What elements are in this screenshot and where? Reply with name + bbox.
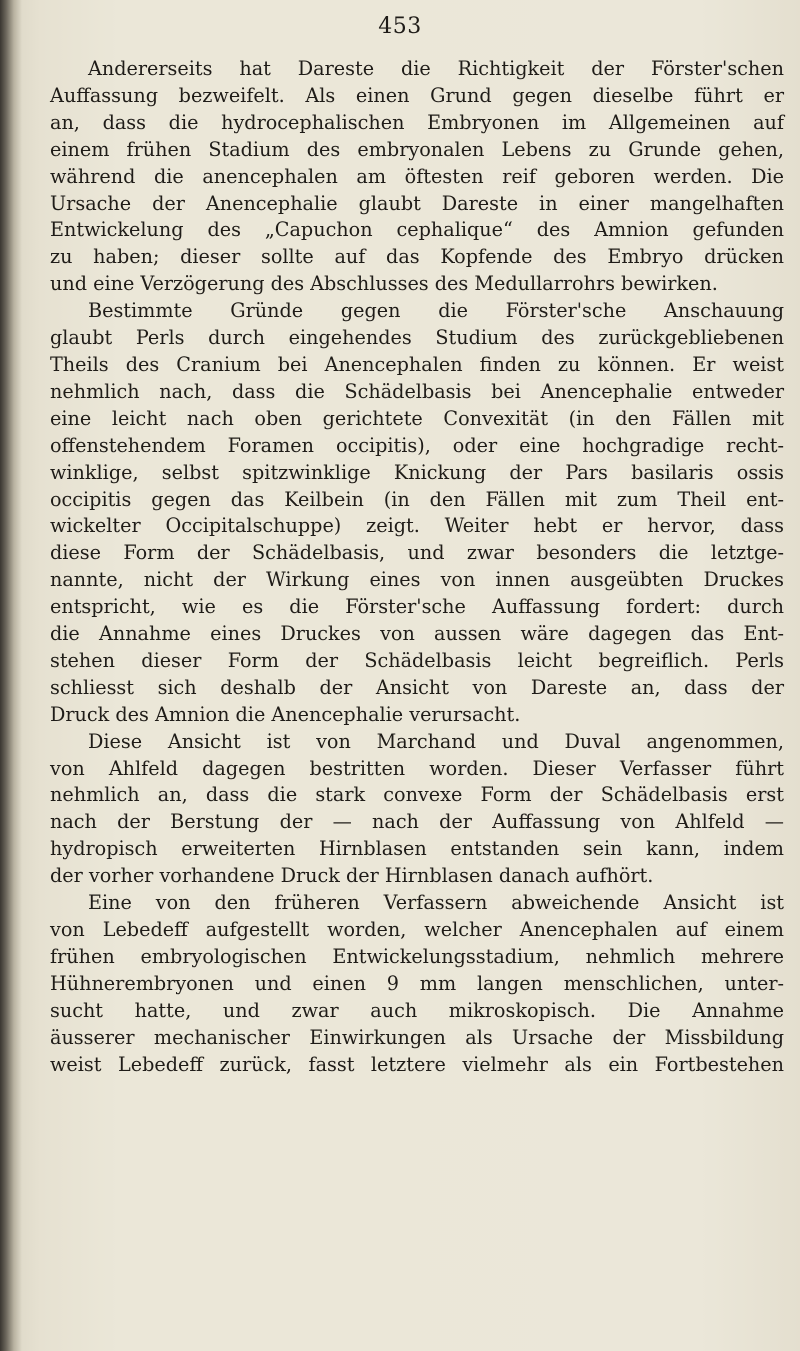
page-number: 453 xyxy=(378,14,422,39)
text-line: der vorher vorhandene Druck der Hirnblasen danach aufhört. xyxy=(50,864,654,888)
text-line: Diese Ansicht ist von Marchand und Duval angenommen, xyxy=(88,729,784,753)
paragraph xyxy=(50,56,784,298)
text-line: Theils des Cranium bei Anencephalen finden zu können. Er weist xyxy=(50,352,784,376)
text-line: Eine von den früheren Verfassern abweichende Ansicht ist xyxy=(88,891,784,915)
text-line: hydropisch erweiterten Hirnblasen entstanden sein kann, indem xyxy=(50,837,784,861)
text-line: nehmlich nach, dass die Schädelbasis bei Anencephalie entweder xyxy=(50,379,784,403)
text-line: occipitis gegen das Keilbein (in den Fällen mit zum Theil ent- xyxy=(50,487,784,511)
text-line: offenstehendem Foramen occipitis), oder eine hochgradige recht- xyxy=(50,433,784,457)
text-line: wickelter Occipitalschuppe) zeigt. Weiter hebt er hervor, dass xyxy=(50,514,784,538)
text-line: und eine Verzögerung des Abschlusses des Medullarrohrs bewirken. xyxy=(50,272,718,296)
text-line: Druck des Amnion die Anencephalie verursacht. xyxy=(50,702,521,726)
text-line: frühen embryologischen Entwickelungsstadium, nehmlich mehrere xyxy=(50,944,784,968)
text-line: Entwickelung des „Capuchon cephalique“ des Amnion gefunden xyxy=(50,218,784,242)
text-line: während die anencephalen am öftesten reif geboren werden. Die xyxy=(50,164,784,188)
text-line: stehen dieser Form der Schädelbasis leicht begreiflich. Perls xyxy=(50,648,784,672)
paragraph xyxy=(50,890,784,1078)
text-line: nannte, nicht der Wirkung eines von innen ausgeübten Druckes xyxy=(50,568,784,592)
text-line: die Annahme eines Druckes von aussen wäre dagegen das Ent- xyxy=(50,622,784,646)
text-line: nehmlich an, dass die stark convexe Form der Schädelbasis erst xyxy=(50,783,784,807)
text-line: an, dass die hydrocephalischen Embryonen im Allgemeinen auf xyxy=(50,110,784,134)
text-line: winklige, selbst spitzwinklige Knickung der Pars basilaris ossis xyxy=(50,460,784,484)
text-line: Bestimmte Gründe gegen die Förster'sche Anschauung xyxy=(88,299,784,323)
text-line: Ursache der Anencephalie glaubt Dareste in einer mangelhaften xyxy=(50,191,784,215)
text-line: schliesst sich deshalb der Ansicht von Dareste an, dass der xyxy=(50,675,784,699)
text-line: von Lebedeff aufgestellt worden, welcher Anencephalen auf einem xyxy=(50,918,784,941)
text-line: Hühnerembryonen und einen 9 mm langen menschlichen, unter- xyxy=(50,971,784,995)
text-line: sucht hatte, und zwar auch mikroskopisch. Die Annahme xyxy=(50,998,784,1022)
body-text xyxy=(50,56,784,1078)
paragraph xyxy=(50,729,784,890)
text-line: Auffassung bezweifelt. Als einen Grund gegen dieselbe führt er xyxy=(50,83,784,107)
text-line: eine leicht nach oben gerichtete Convexität (in den Fällen mit xyxy=(50,406,784,430)
text-line: von Ahlfeld dagegen bestritten worden. Dieser Verfasser führt xyxy=(50,756,784,780)
text-line: glaubt Perls durch eingehendes Studium des zurückgebliebenen xyxy=(50,326,784,350)
text-line: entspricht, wie es die Förster'sche Auffassung fordert: durch xyxy=(50,595,784,619)
text-line: einem frühen Stadium des embryonalen Lebens zu Grunde gehen, xyxy=(50,137,784,161)
text-line: nach der Berstung der — nach der Auffassung von Ahlfeld — xyxy=(50,810,784,834)
text-line: äusserer mechanischer Einwirkungen als Ursache der Missbildung xyxy=(50,1025,784,1049)
text-line: weist Lebedeff zurück, fasst letztere vielmehr als ein Fortbestehen xyxy=(50,1052,784,1076)
book-binding-edge xyxy=(0,0,22,1351)
paragraph xyxy=(50,298,784,729)
text-line: zu haben; dieser sollte auf das Kopfende des Embryo drücken xyxy=(50,245,784,269)
text-line: diese Form der Schädelbasis, und zwar besonders die letztge- xyxy=(50,541,784,565)
text-line: Andererseits hat Dareste die Richtigkeit der Förster'schen xyxy=(88,57,784,80)
